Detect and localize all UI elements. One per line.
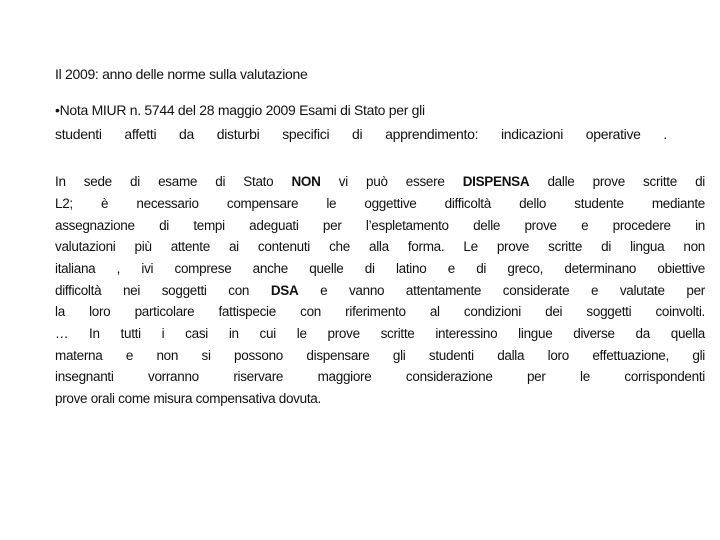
note-heading-line2: studenti affetti da disturbi specifici di apprendimento: indicazioni operative . <box>55 126 667 142</box>
text: dalle prove scritte di <box>529 174 706 189</box>
text: In sede di esame di Stato <box>55 174 292 189</box>
body-line-7: la loro particolare fattispecie con riferimento al condizioni dei soggetti coinvolti. <box>55 304 705 319</box>
emphasis-dispensa: DISPENSA <box>462 174 530 189</box>
body-line-3: assegnazione di tempi adeguati per l’espletamento delle prove e procedere in <box>55 218 705 233</box>
text: e vanno attentamente considerate e valutate per <box>298 283 705 298</box>
emphasis-non: NON <box>291 174 321 189</box>
body-line-6 <box>55 283 705 298</box>
body-line-9: materna e non si possono dispensare gli studenti dalla loro effettuazione, gli <box>55 348 705 363</box>
body-line-8: … In tutti i casi in cui le prove scritte interessino lingue diverse da quella <box>55 326 705 341</box>
emphasis-dsa: DSA <box>270 283 299 298</box>
text: difficoltà nei soggetti con <box>55 283 271 298</box>
body-line-4: valutazioni più attente ai contenuti che alla forma. Le prove scritte di lingua non <box>55 239 705 254</box>
body-line-11: prove orali come misura compensativa dovuta. <box>55 391 321 406</box>
body-line-1 <box>55 174 705 189</box>
body-line-5: italiana , ivi comprese anche quelle di latino e di greco, determinano obiettive <box>55 261 705 276</box>
slide-title: Il 2009: anno delle norme sulla valutazione <box>55 66 308 82</box>
note-heading-line1: •Nota MIUR n. 5744 del 28 maggio 2009 Esami di Stato per gli <box>55 102 425 118</box>
text: vi può essere <box>320 174 463 189</box>
body-line-10: insegnanti vorranno riservare maggiore considerazione per le corrispondenti <box>55 369 705 384</box>
body-line-2: L2; è necessario compensare le oggettive difficoltà dello studente mediante <box>55 196 705 211</box>
